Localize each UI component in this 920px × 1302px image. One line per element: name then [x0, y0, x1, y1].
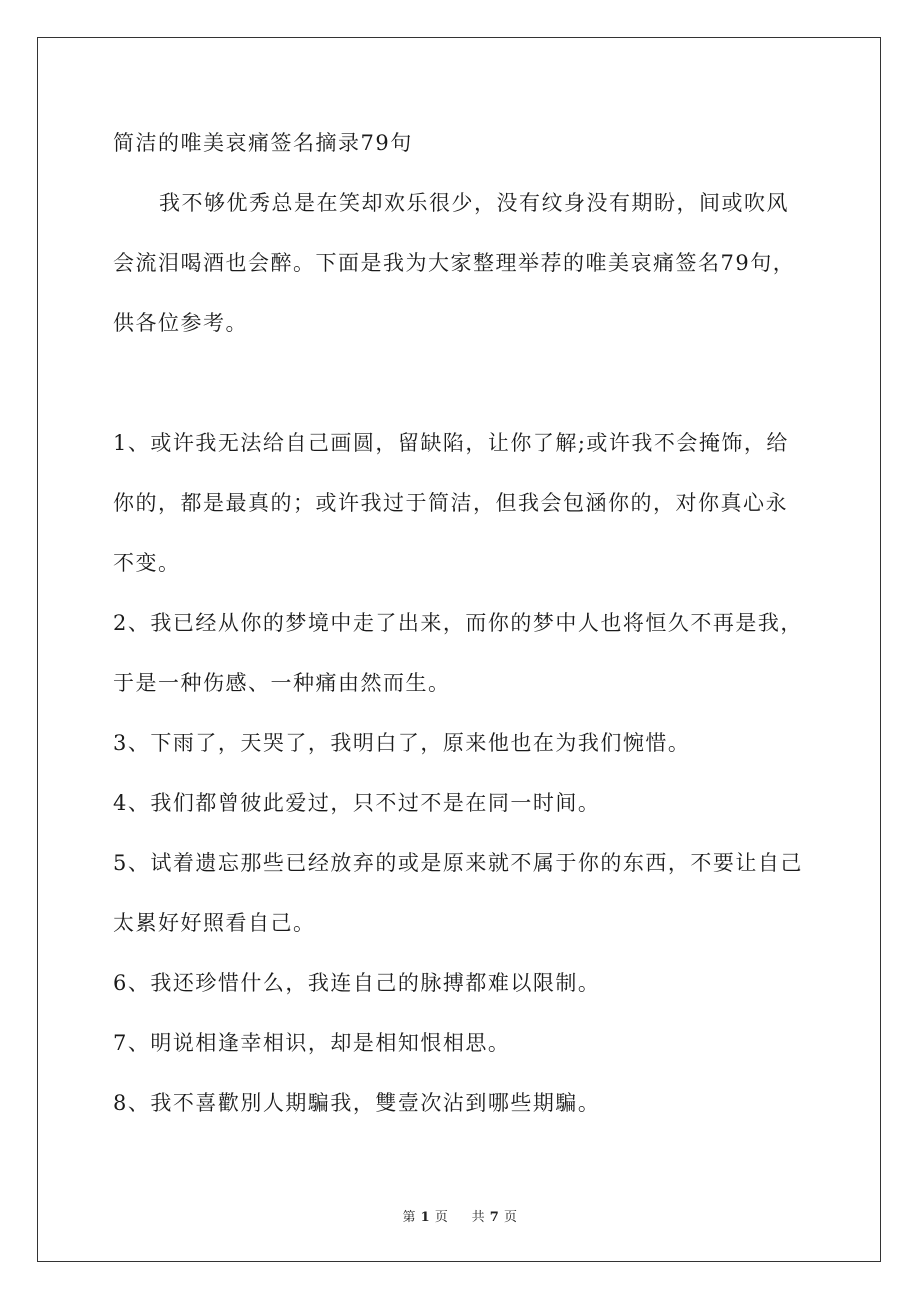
list-item-7	[113, 1025, 813, 1085]
current-page-number: 1	[420, 1210, 431, 1225]
intro-line: 供各位参考。	[113, 311, 248, 335]
intro-line: 我不够优秀总是在笑却欢乐很少，没有纹身没有期盼，间或吹风	[159, 191, 789, 215]
total-prefix: 共	[471, 1210, 486, 1225]
intro-line: 会流泪喝酒也会醉。下面是我为大家整理举荐的唯美哀痛签名79句，	[113, 251, 796, 275]
list-item-line: 7、明说相逢幸相识，却是相知恨相思。	[113, 1031, 511, 1055]
paragraph-spacer	[113, 365, 813, 425]
intro-paragraph	[113, 185, 813, 365]
total-suffix: 页	[503, 1210, 518, 1225]
list-item-line: 8、我不喜歡別人期騙我，雙壹次沾到哪些期騙。	[113, 1091, 601, 1115]
page-suffix: 页	[434, 1210, 449, 1225]
list-item-2	[113, 605, 813, 725]
list-item-6	[113, 965, 813, 1025]
list-item-3	[113, 725, 813, 785]
page-prefix: 第	[402, 1210, 417, 1225]
list-item-8	[113, 1085, 813, 1145]
list-item-1	[113, 425, 813, 605]
list-item-line: 太累好好照看自己。	[113, 911, 316, 935]
list-item-line: 6、我还珍惜什么，我连自己的脉搏都难以限制。	[113, 971, 601, 995]
page-footer	[0, 1206, 920, 1225]
list-item-line: 1、或许我无法给自己画圆，留缺陷，让你了解;或许我不会掩饰，给	[113, 431, 789, 455]
total-pages-number: 7	[489, 1210, 500, 1225]
list-item-line: 3、下雨了，天哭了，我明白了，原来他也在为我们惋惜。	[113, 731, 691, 755]
list-item-4	[113, 785, 813, 845]
list-item-line: 于是一种伤感、一种痛由然而生。	[113, 671, 451, 695]
list-item-line: 4、我们都曾彼此爱过，只不过不是在同一时间。	[113, 791, 601, 815]
document-title: 简洁的唯美哀痛签名摘录79句	[113, 131, 413, 155]
list-item-line: 你的，都是最真的；或许我过于简洁，但我会包涵你的，对你真心永	[113, 491, 788, 515]
list-item-line: 2、我已经从你的梦境中走了出来，而你的梦中人也将恒久不再是我，	[113, 611, 803, 635]
list-item-line: 不变。	[113, 551, 181, 575]
list-item-line: 5、试着遗忘那些已经放弃的或是原来就不属于你的东西，不要让自己	[113, 851, 803, 875]
list-item-5	[113, 845, 813, 965]
document-body	[113, 125, 813, 1145]
